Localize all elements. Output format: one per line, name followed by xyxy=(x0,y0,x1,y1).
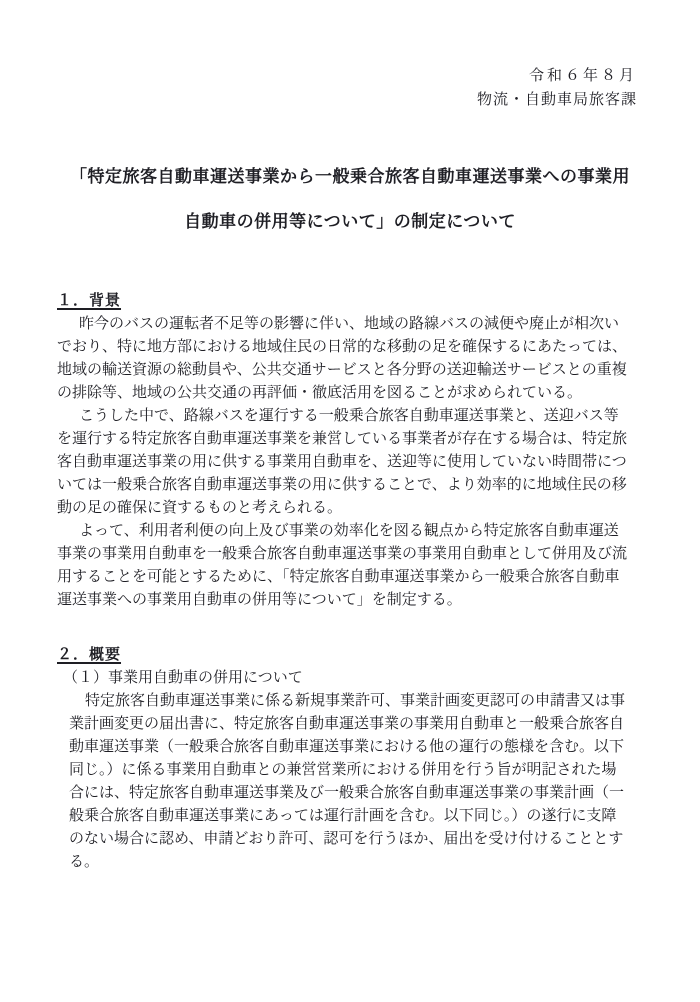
title-line-2: 自動車の併用等について」の制定について xyxy=(184,212,516,231)
overview-paragraph-1: 特定旅客自動車運送事業に係る新規事業許可、事業計画変更認可の申請書又は事業計画変更の届出書に、特定旅客自動車運送事業の事業用自動車と一般乗合旅客自動車運送事業（一般乗合旅客自動車運送事業における他の運行の態様を含む。以下同じ。）に係る事業用自動車との兼営営業所における併用を行う旨が明記された場合には、特定旅客自動車運送事業及び一般乗合旅客自動車運送事業の事業計画（一般乗合旅客自動車運送事業にあっては運行計画を含む。以下同じ。）の遂行に支障のない場合に認め、申請どおり許可、認可を行うほか、届出を受け付けることとする。 xyxy=(69,692,626,870)
section-2-heading: ２．概要 xyxy=(57,646,122,663)
document-header xyxy=(0,0,700,112)
section-1-heading: １．背景 xyxy=(57,292,122,309)
background-paragraph-3: よって、利用者利便の向上及び事業の効率化を図る観点から特定旅客自動車運送事業の事業用自動車を一般乗合旅客自動車運送事業の事業用自動車として併用及び流用することを可能とするために、「特定旅客自動車運送事業から一般乗合旅客自動車運送事業への事業用自動車の併用等について」を制定する。 xyxy=(57,522,628,608)
background-paragraph-1: 昨今のバスの運転者不足等の影響に伴い、地域の路線バスの減便や廃止が相次いでおり、特に地方部における地域住民の日常的な移動の足を確保するにあたっては、地域の輸送資源の総動員や、公共交通サービスと各分野の送迎輸送サービスとの重複の排除等、地域の公共交通の再評価・徹底活用を図ることが求められている。 xyxy=(57,315,628,401)
department-line: 物流・自動車局旅客課 xyxy=(476,91,637,108)
section-background xyxy=(57,289,629,611)
section-overview xyxy=(57,643,629,873)
title-line-1: 「特定旅客自動車運送事業から一般乗合旅客自動車運送事業への事業用 xyxy=(70,167,630,186)
document-body xyxy=(57,289,629,873)
section-2-subheading: （１）事業用自動車の併用について xyxy=(63,669,303,686)
background-paragraph-2: こうした中で、路線バスを運行する一般乗合旅客自動車運送事業と、送迎バス等を運行する特定旅客自動車運送事業を兼営している事業者が存在する場合は、特定旅客自動車運送事業の用に供する事業用自動車を、送迎等に使用していない時間帯については一般乗合旅客自動車運送事業の用に供することで、より効率的に地域住民の移動の足の確保に資するものと考えられる。 xyxy=(57,407,628,516)
document-title xyxy=(0,167,700,232)
date-line: 令和６年８月 xyxy=(528,67,637,84)
